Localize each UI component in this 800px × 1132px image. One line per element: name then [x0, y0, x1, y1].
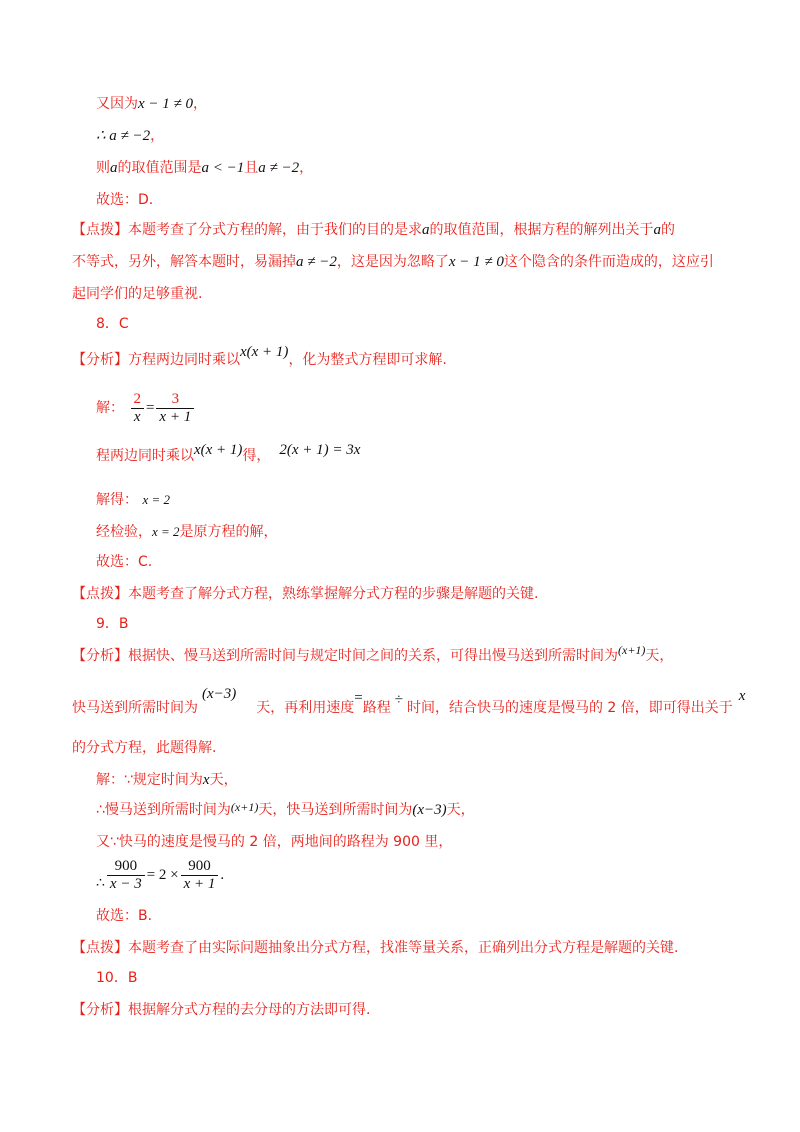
- q9-text: 根据快、慢马送到所需时间与规定时间之间的关系，可得出慢马送到所需时间为: [128, 648, 618, 664]
- q7-text: 的取值范围是: [117, 160, 202, 176]
- q9-text: 时间，结合快马的速度是慢马的 2 倍，即可得出关于: [406, 700, 733, 716]
- q10-fenxi: [72, 1000, 370, 1020]
- fenxi-label: 【分析】: [72, 648, 128, 664]
- q8-jiede: [96, 490, 170, 510]
- q8-jianyan: [96, 522, 278, 542]
- q7-math: a: [653, 222, 661, 238]
- q7-answer: 故选：D.: [96, 192, 154, 208]
- q9-text: 解：∵规定时间为: [96, 772, 203, 788]
- q7-text: 本题考查了分式方程的解，由于我们的目的是求: [128, 222, 422, 238]
- q7-text: ，这是因为忽略了: [336, 254, 449, 270]
- q8-jie: [96, 390, 196, 426]
- denominator: x + 1: [181, 875, 219, 893]
- q9-line-3: 又∵快马的速度是慢马的 2 倍，两地间的路程为 900 里，: [96, 834, 453, 850]
- denominator: x: [131, 408, 144, 426]
- fraction: [156, 391, 194, 426]
- q7-text: 且: [244, 160, 259, 176]
- q9-text: ∴慢马送到所需时间为: [96, 802, 231, 818]
- q8-step: [96, 442, 361, 466]
- q9-math: x: [738, 688, 746, 704]
- q8-math: x(x + 1): [194, 442, 243, 458]
- q9-equation: [96, 856, 224, 895]
- q7-text: 则: [96, 160, 110, 176]
- q9-text: 路程: [362, 700, 391, 716]
- q7-math: a: [110, 160, 118, 176]
- q8-math: x = 2: [142, 492, 170, 507]
- q7-text: ，: [150, 128, 165, 144]
- q9-math: (x+1): [230, 800, 259, 814]
- q9-fenxi-line-3: 的分式方程，此题得解.: [72, 740, 217, 756]
- q7-text: 又因为: [96, 96, 138, 112]
- q8-math: 2(x + 1) = 3x: [279, 442, 361, 458]
- q7-line-3: [96, 158, 313, 178]
- q8-text: 经检验，: [96, 524, 152, 540]
- q7-math: a < −1: [201, 160, 245, 176]
- jie-label: 解：: [96, 400, 124, 416]
- q7-math: x − 1 ≠ 0: [448, 254, 504, 270]
- q9-fenxi-line-2: [72, 686, 746, 718]
- q8-fenxi: [72, 344, 447, 370]
- q7-text: 不等式，另外，解答本题时，易漏掉: [72, 254, 296, 270]
- q9-jie: [96, 770, 238, 790]
- dianbo-label: 【点拨】: [72, 222, 128, 238]
- q7-text: 的: [661, 222, 675, 238]
- q7-math: a ≠ −2: [296, 254, 337, 270]
- numerator: 900: [188, 857, 211, 874]
- q7-text: 的取值范围，根据方程的解列出关于: [429, 222, 654, 238]
- fraction: [130, 391, 144, 426]
- equals-sign: =: [145, 400, 155, 416]
- numerator: 900: [114, 857, 138, 874]
- q9-fenxi-line-1: [72, 643, 674, 666]
- q7-line-1: [96, 94, 207, 114]
- q7-math: a: [422, 222, 430, 238]
- q9-text: 天，快马送到所需时间为: [258, 802, 413, 818]
- q7-math: x − 1 ≠ 0: [138, 96, 194, 112]
- q8-text: 是原方程的解，: [179, 524, 278, 540]
- q9-text: 本题考查了由实际问题抽象出分式方程，找准等量关系，正确列出分式方程是解题的关键.: [128, 940, 679, 956]
- equals-sign: = 2 ×: [146, 867, 179, 883]
- q7-text: ，: [299, 160, 314, 176]
- q7-dianbo-line-2: [72, 252, 714, 272]
- q9-math: (x−3): [412, 802, 447, 818]
- fraction: [181, 858, 219, 893]
- q9-text: 天，: [209, 772, 238, 788]
- q9-header: 9．B: [96, 616, 129, 632]
- q9-math: (x−3): [202, 686, 237, 702]
- dianbo-label: 【点拨】: [72, 586, 128, 602]
- q8-header: 8．C: [96, 316, 129, 332]
- equals-sign: =: [354, 690, 363, 706]
- q9-line-2: [96, 800, 475, 820]
- q8-text: 程两边同时乘以: [96, 448, 194, 464]
- fraction: [107, 858, 145, 893]
- q9-answer: 故选：B.: [96, 908, 153, 924]
- period: .: [220, 867, 225, 883]
- q8-answer: 故选：C.: [96, 554, 153, 570]
- fenxi-label: 【分析】: [72, 352, 128, 368]
- denominator: x + 1: [156, 408, 194, 426]
- dianbo-label: 【点拨】: [72, 940, 128, 956]
- q9-text: 天，: [446, 802, 475, 818]
- q7-text: ，: [193, 96, 208, 112]
- q7-dianbo-line-1: [72, 220, 675, 240]
- q7-math: ∴ a ≠ −2: [96, 128, 151, 144]
- therefore-sign: ∴: [96, 876, 105, 891]
- q9-math: x: [202, 772, 210, 788]
- q7-line-2: [96, 126, 164, 146]
- q8-text: 本题考查了解分式方程，熟练掌握解分式方程的步骤是解题的关键.: [128, 586, 539, 602]
- numerator: 2: [133, 390, 141, 407]
- q9-dianbo: [72, 938, 678, 958]
- q9-text: 天，再利用速度: [256, 700, 355, 716]
- divide-sign: ÷: [394, 692, 403, 708]
- fenxi-label: 【分析】: [72, 1002, 128, 1018]
- q9-text: 天，: [645, 648, 674, 664]
- q10-header: 10．B: [96, 970, 138, 986]
- q8-text: 得，: [242, 448, 271, 464]
- q8-text: 解得：: [96, 492, 138, 508]
- q7-dianbo-line-3: 起同学们的足够重视.: [72, 286, 203, 302]
- q7-text: 这个隐含的条件而造成的，这应引: [503, 254, 714, 270]
- q8-math: x = 2: [152, 524, 180, 539]
- q8-math: x(x + 1): [240, 344, 289, 360]
- q8-text: ，化为整式方程即可求解.: [288, 352, 447, 368]
- denominator: x − 3: [107, 875, 145, 893]
- q9-math: (x+1): [618, 643, 646, 657]
- q10-text: 根据解分式方程的去分母的方法即可得.: [128, 1002, 371, 1018]
- q7-math: a ≠ −2: [258, 160, 300, 176]
- numerator: 3: [171, 390, 180, 407]
- q9-text: 快马送到所需时间为: [72, 700, 198, 716]
- q8-text: 方程两边同时乘以: [128, 352, 240, 368]
- q8-dianbo: [72, 584, 538, 604]
